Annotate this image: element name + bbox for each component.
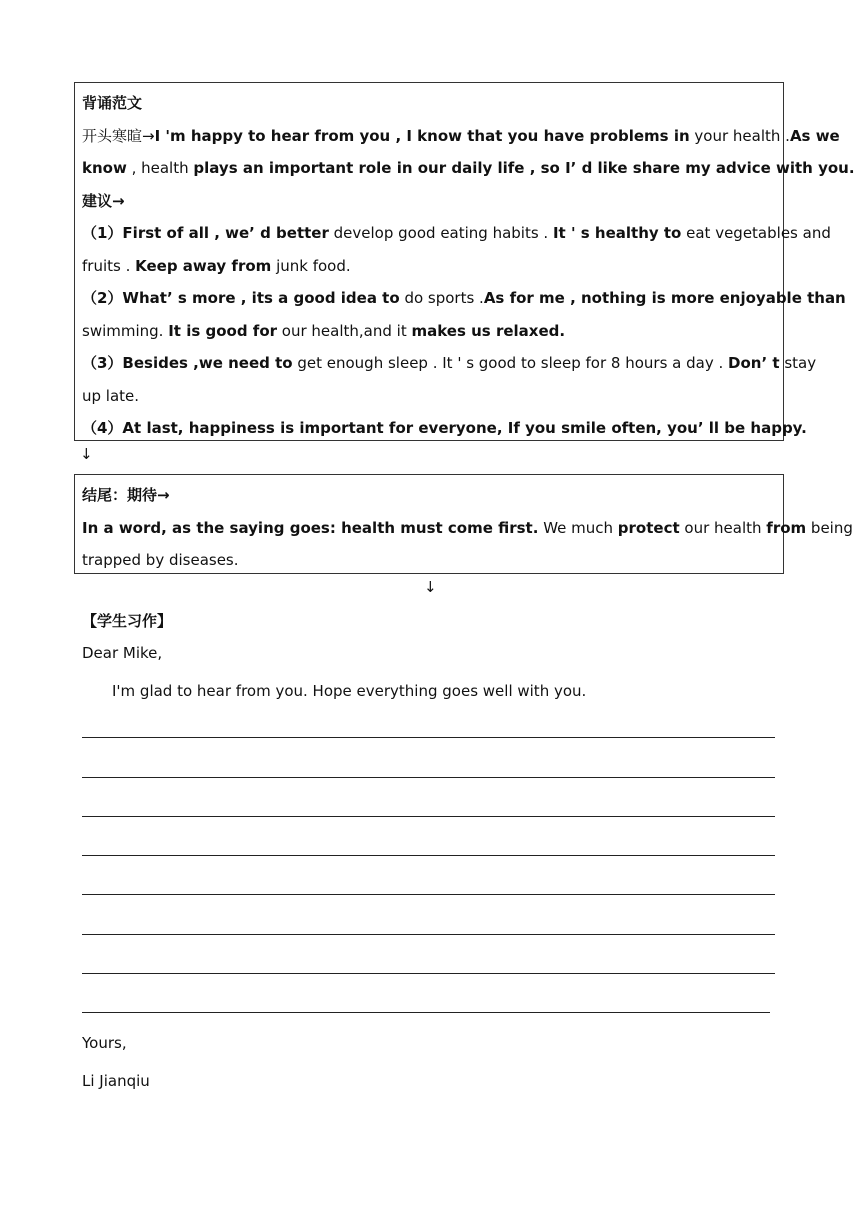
point-2-text-3: our health,and it <box>277 321 412 340</box>
point-3-line-2: up late. <box>82 386 140 405</box>
ending-text: We much <box>538 518 618 537</box>
point-1-text-4: junk food. <box>271 256 351 275</box>
point-3-line-1 <box>82 347 817 380</box>
writing-line[interactable] <box>82 777 775 778</box>
ending-phrase-2: protect <box>617 518 680 537</box>
signature: Li Jianqiu <box>82 1072 150 1090</box>
point-1-phrase-2: It ' s healthy to <box>552 224 682 242</box>
closing: Yours, <box>82 1034 127 1052</box>
opening-phrase-4: plays an important role in our daily life , so I’ d like share my advice with you. <box>193 159 855 177</box>
opening-label: 开头寒暄→ <box>82 126 155 145</box>
down-arrow-icon-2: ↓ <box>424 578 437 596</box>
ending-line-2: trapped by diseases. <box>82 551 239 569</box>
opening-text: your health . <box>689 126 790 145</box>
ending-box <box>74 474 853 574</box>
opening-phrase: I 'm happy to hear from you , I know that you have problems in <box>154 126 690 145</box>
writing-line[interactable] <box>82 737 775 738</box>
ending-label: 结尾：期待→ <box>82 486 170 504</box>
ending-line-1 <box>82 512 853 545</box>
salutation: Dear Mike, <box>82 644 163 662</box>
student-heading: 【学生习作】 <box>82 612 173 630</box>
point-2-phrase-4: makes us relaxed. <box>411 321 566 340</box>
point-2-text: do sports . <box>399 289 484 307</box>
point-4-line: （4）At last, happiness is important for everyone, If you smile often, you’ ll be happy. <box>82 419 807 437</box>
writing-line[interactable] <box>82 894 775 895</box>
writing-line[interactable] <box>82 973 775 974</box>
point-2-phrase: （2）What’ s more , its a good idea to <box>82 289 400 307</box>
point-3-text: get enough sleep . It ' s good to sleep for 8 hours a day . <box>292 354 729 372</box>
writing-line[interactable] <box>82 855 775 856</box>
ending-text-3: being <box>806 518 853 537</box>
point-1-phrase: （1）First of all , we’ d better <box>82 224 329 242</box>
opening-text-2: , health <box>126 159 194 177</box>
point-3-text-2: stay <box>779 354 817 372</box>
point-2-phrase-2: As for me , nothing is more enjoyable than <box>483 289 846 307</box>
point-2-line-2 <box>82 315 777 348</box>
opening-phrase-3: know <box>82 159 127 177</box>
point-3-phrase: （3）Besides ,we need to <box>82 354 293 372</box>
writing-line[interactable] <box>82 1012 770 1013</box>
point-2-phrase-3: It is good for <box>168 321 278 340</box>
model-essay-box <box>74 82 855 441</box>
ending-phrase: In a word, as the saying goes: health must come first. <box>82 518 539 537</box>
model-essay-heading: 背诵范文 <box>82 94 143 112</box>
point-2-line-1 <box>82 282 846 315</box>
point-1-phrase-3: Keep away from <box>135 256 272 275</box>
writing-line[interactable] <box>82 934 775 935</box>
suggestion-label: 建议→ <box>82 191 125 210</box>
point-1-line-1 <box>82 217 831 250</box>
writing-line[interactable] <box>82 816 775 817</box>
opening-line-2 <box>82 152 855 185</box>
ending-phrase-3: from <box>766 518 807 537</box>
point-1-text-3: fruits . <box>82 256 136 275</box>
point-3-phrase-2: Don’ t <box>728 354 780 372</box>
point-1-line-2 <box>82 250 777 283</box>
opening-phrase-2: As we <box>789 126 840 145</box>
point-1-text: develop good eating habits . <box>328 224 553 242</box>
down-arrow-icon: ↓ <box>80 445 93 463</box>
ending-text-2: our health <box>679 518 767 537</box>
opening-line-1 <box>82 120 840 153</box>
point-1-text-2: eat vegetables and <box>681 224 831 242</box>
opening-sentence: I'm glad to hear from you. Hope everything goes well with you. <box>112 682 587 700</box>
point-2-text-2: swimming. <box>82 321 169 340</box>
